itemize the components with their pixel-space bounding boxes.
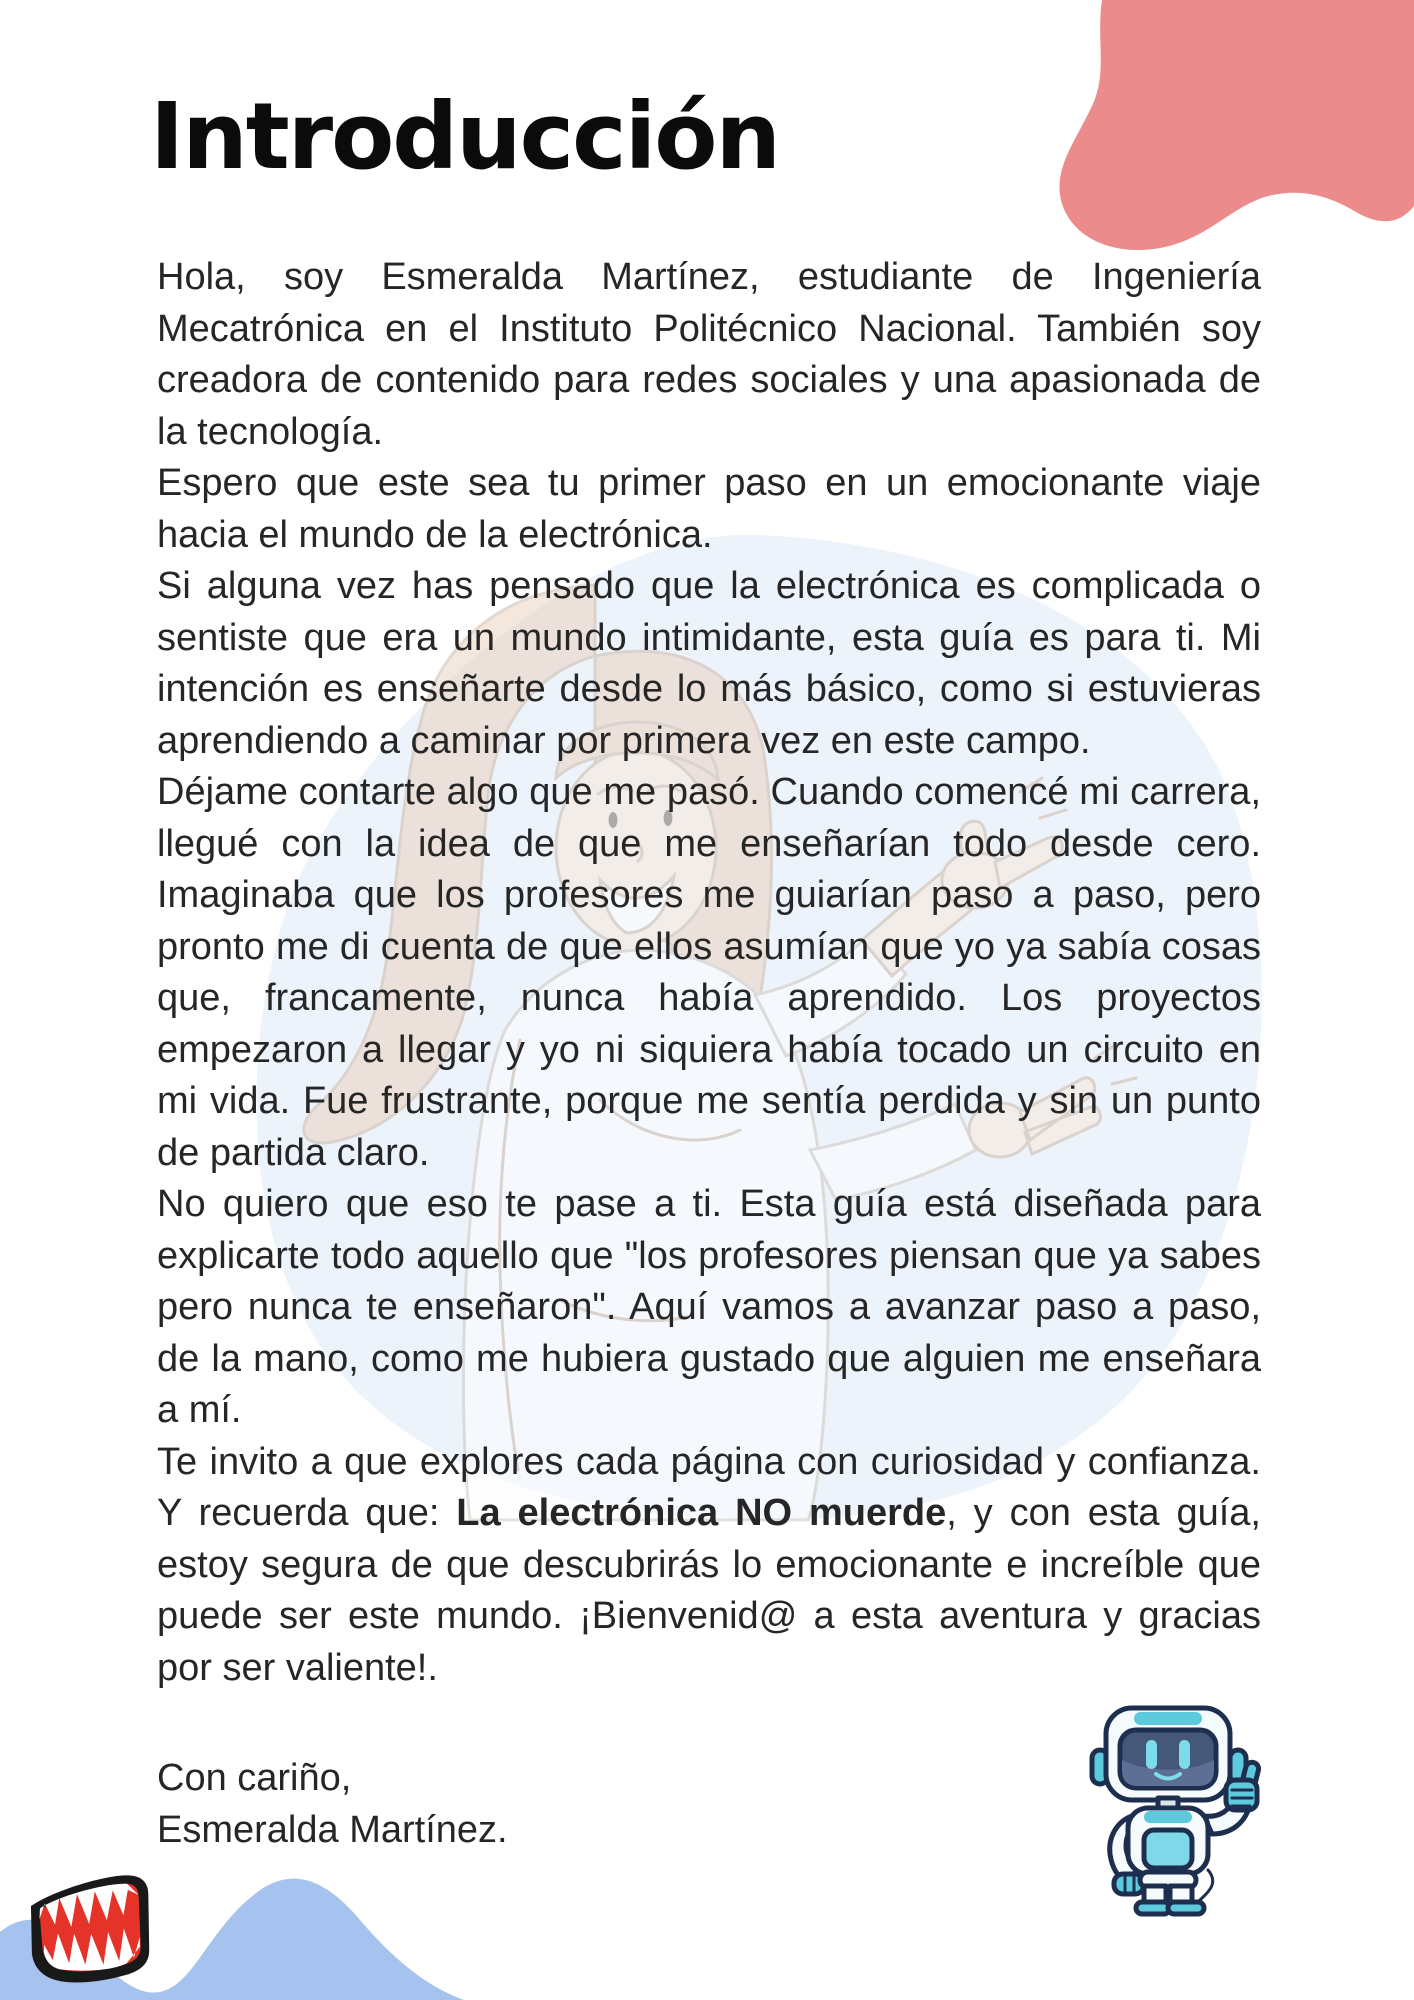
biting-mouth-icon: [25, 1873, 157, 1988]
text-segment: Déjame contarte algo que me pasó. Cuando comencé mi carrera, llegué con la idea de que me enseñarían todo desde cero. Imaginaba que los profesores me guiarían paso a paso, pero pronto me di cuenta de que ellos asumían que yo ya sabía cosas que, francamente, nunca había aprendido. Los proyectos empezaron a llegar y yo ni siquiera había tocado un circuito en mi vida. Fue frustrante, porque me sentía perdida y sin un punto de partida claro.: [157, 771, 1261, 1174]
paragraph: [157, 767, 1261, 1179]
signature-line: Con cariño,: [157, 1757, 352, 1799]
robot-collar: [1144, 1811, 1192, 1823]
text-segment: Hola, soy Esmeralda Martínez, estudiante de Ingeniería Mecatrónica en el Instituto Politécnico Nacional. También soy creadora de contenido para redes sociales y una apasionada de la tecnología.: [157, 256, 1261, 453]
body-text: [157, 252, 1261, 1694]
bold-text: La electrónica NO muerde: [456, 1492, 947, 1534]
robot-cable: [1200, 1870, 1213, 1900]
paragraph: [157, 1179, 1261, 1437]
robot-head-panel: [1134, 1712, 1202, 1725]
robot-foot-right: [1168, 1902, 1204, 1914]
signature: [157, 1753, 508, 1856]
text-segment: , y con esta guía, estoy segura de que descubrirás lo emocionante e increíble que puede ser este mundo. ¡Bienvenid@ a esta aventura y gracias por ser valiente!.: [157, 1492, 1261, 1689]
signature-line: Esmeralda Martínez.: [157, 1808, 508, 1851]
text-segment: No quiero que eso te pase a ti. Esta guía está diseñada para explicarte todo aquello que "los profesores piensan que ya sabes pero nunca te enseñaron". Aquí vamos a avanzar paso a paso, de la mano, como me hubiera gustado que alguien me enseñara a mí.: [157, 1183, 1261, 1431]
page-title: Introducción: [150, 83, 779, 190]
paragraph: [157, 561, 1261, 767]
robot-mascot-icon: [1092, 1708, 1260, 1914]
robot-eye-right: [1179, 1740, 1190, 1769]
text-segment: Te invito a que explores cada página con curiosidad y confianza. Y recuerda que:: [157, 1440, 1261, 1534]
paragraph: [157, 252, 1261, 458]
robot-eye-left: [1146, 1740, 1157, 1769]
text-segment: Si alguna vez has pensado que la electrónica es complicada o sentiste que era un mundo intimidante, esta guía es para ti. Mi intención es enseñarte desde lo más básico, como si estuvieras aprendiendo a caminar por primera vez en este campo.: [157, 565, 1261, 762]
paragraph: [157, 1437, 1261, 1695]
robot-foot-left: [1136, 1902, 1170, 1914]
robot-chest-screen: [1144, 1830, 1192, 1868]
text-segment: Espero que este sea tu primer paso en un emocionante viaje hacia el mundo de la electrónica.: [157, 462, 1261, 556]
paragraph: [157, 458, 1261, 561]
pink-blob: [1059, 0, 1414, 250]
